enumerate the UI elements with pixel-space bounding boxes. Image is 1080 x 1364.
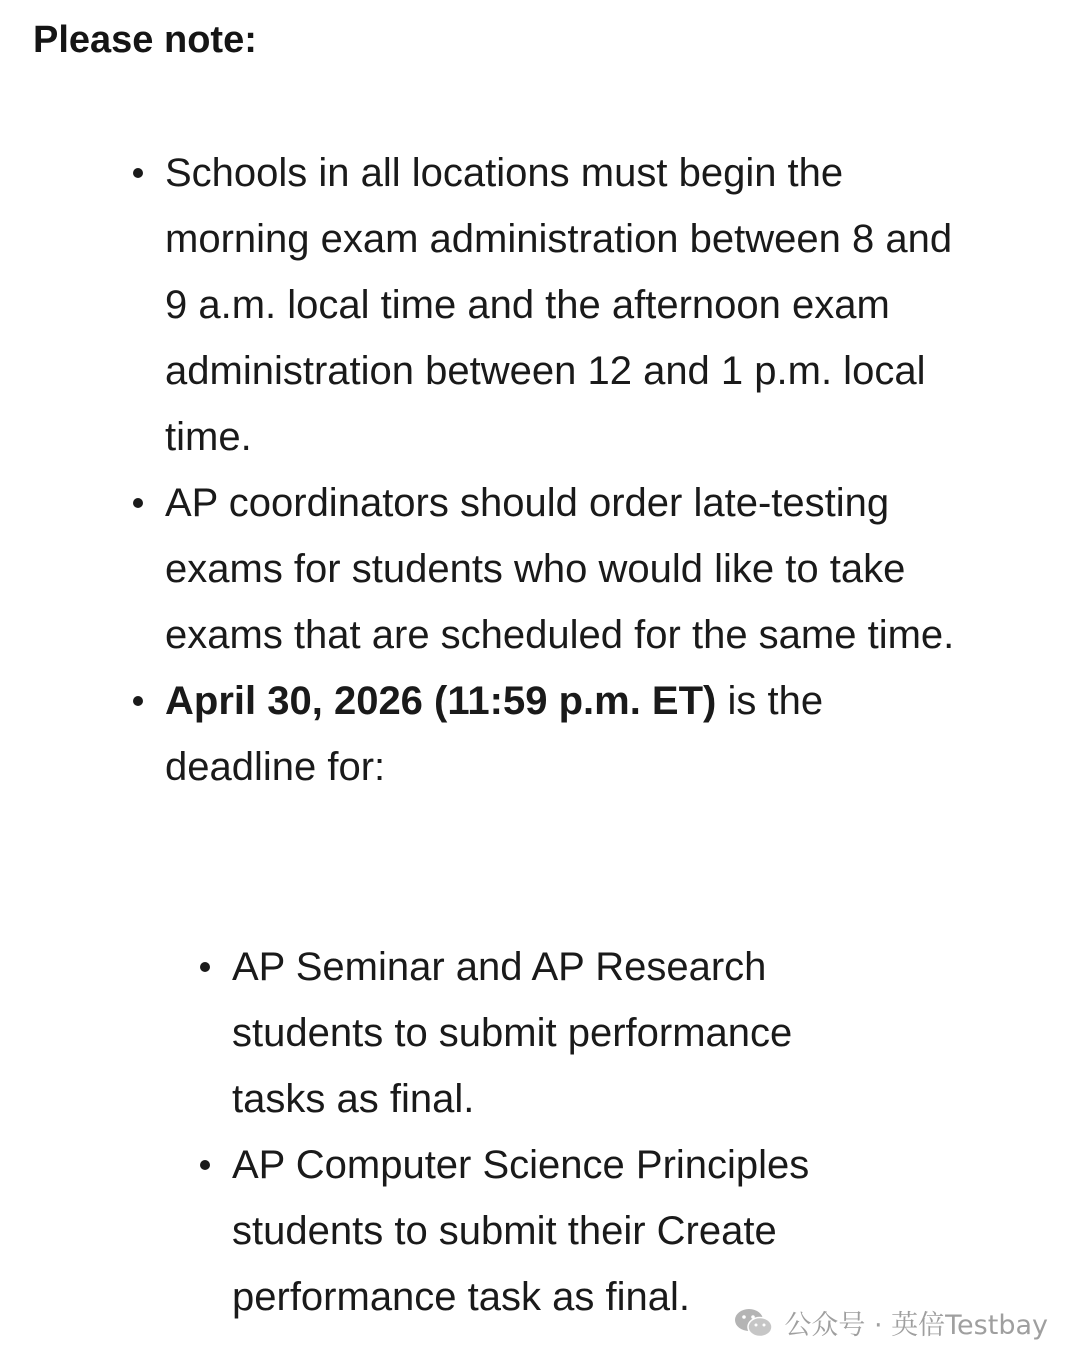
list-item	[165, 140, 955, 470]
deadline-sublist	[232, 934, 932, 1330]
notes-list	[165, 140, 975, 800]
wechat-icon	[734, 1306, 774, 1340]
watermark	[734, 1303, 1048, 1342]
list-item-text: Schools in all locations must begin the morning exam administration between 8 and 9 a.m. local time and the afternoon exam administration between 12 and 1 p.m. local time.	[165, 151, 953, 459]
bullet-icon	[133, 168, 143, 178]
list-item	[165, 668, 905, 800]
sub-list-item-text: AP Computer Science Principles students to submit their Create performance task as final.	[232, 1143, 810, 1319]
sub-list-item-text: AP Seminar and AP Research students to submit performance tasks as final.	[232, 945, 793, 1121]
list-item-text: is the deadline for:	[165, 679, 824, 789]
sub-list-item	[232, 934, 872, 1132]
watermark-text: 公众号 · 英倍Testbay	[784, 1310, 1048, 1341]
bullet-icon	[133, 498, 143, 508]
bullet-icon	[133, 696, 143, 706]
bullet-icon	[200, 962, 210, 972]
page-title: Please note:	[33, 19, 257, 61]
bullet-icon	[200, 1160, 210, 1170]
list-item-text: AP coordinators should order late-testing exams for students who would like to take exams that are scheduled for the same time.	[165, 481, 955, 657]
sub-list-item	[232, 1132, 882, 1330]
list-item	[165, 470, 965, 668]
deadline-date: April 30, 2026 (11:59 p.m. ET)	[165, 679, 717, 723]
